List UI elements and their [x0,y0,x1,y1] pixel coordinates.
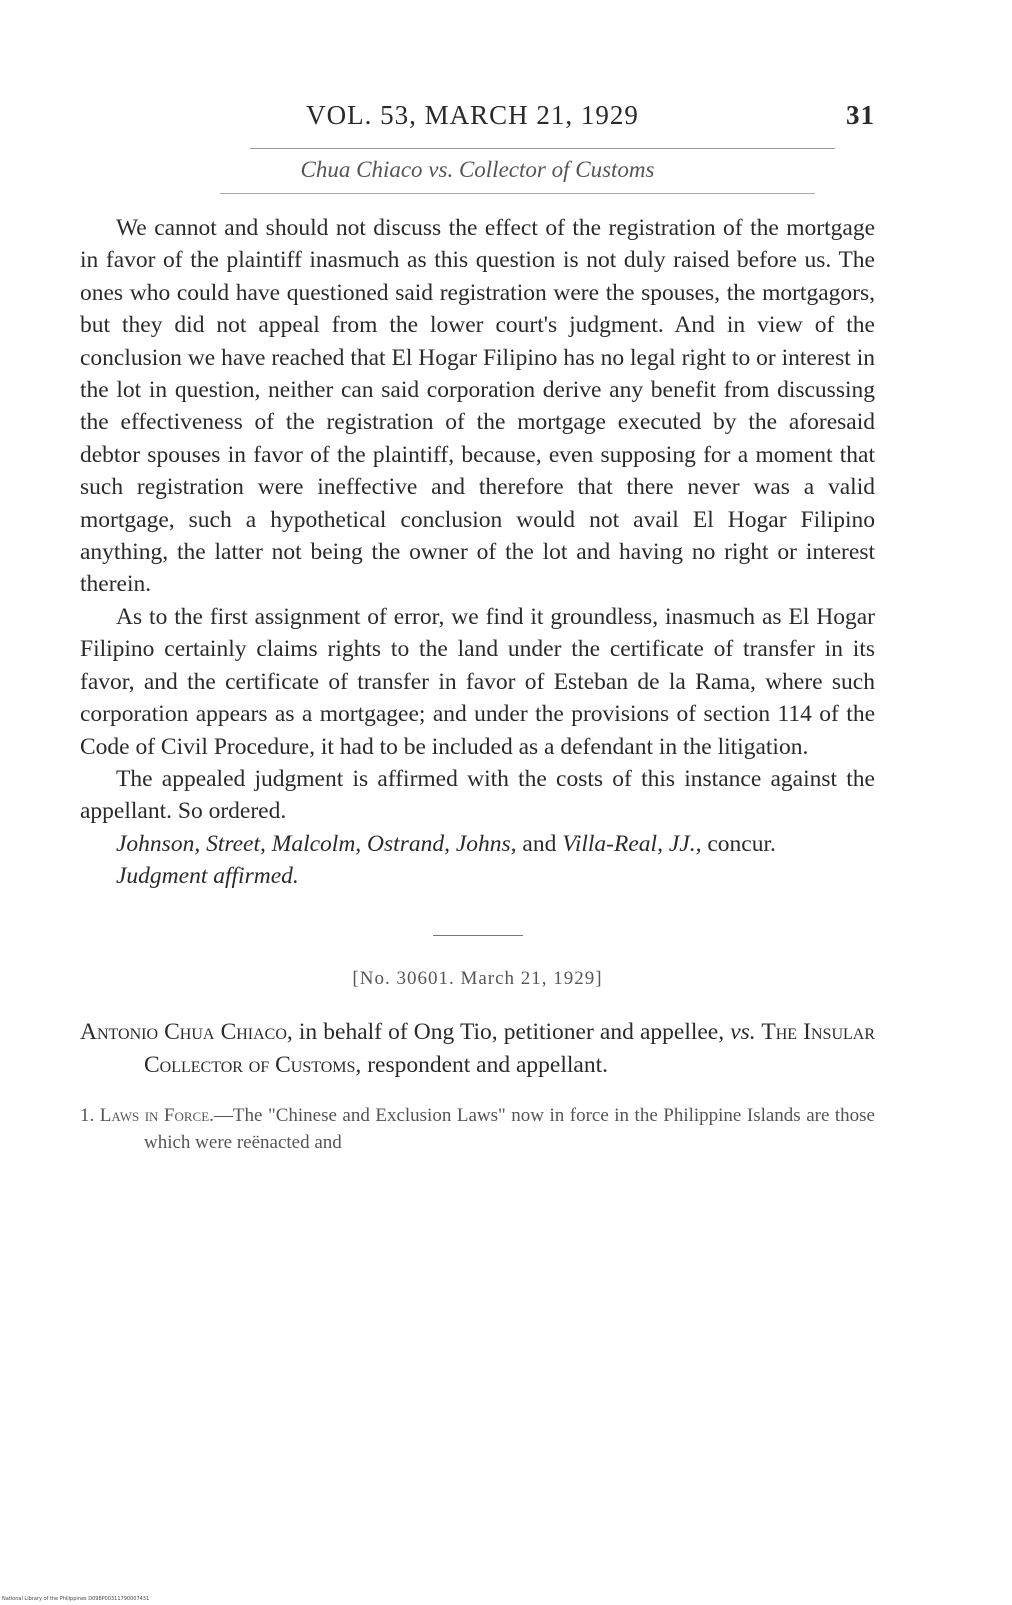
case-parties [80,1016,875,1082]
syllabus-text: —The "Chinese and Exclusion Laws" now in force in the Philippine Islands are those which were reënacted and [144,1104,875,1153]
petitioner-name: Antonio Chua Chiaco, [80,1018,293,1045]
syllabus-number: 1. [80,1104,100,1126]
justices-abbrev: JJ., [668,830,702,857]
body-paragraph-2: As to the first assignment of error, we find it groundless, inasmuch as El Hogar Filipino certainly claims rights to the land under the certificate of transfer in its favor, and the certificate of transfer in favor of Esteban de la Rama, where such corporation appears as a mortgagee; and under the provisions of section 114 of the Code of Civil Procedure, it had to be included as a defendant in the litigation. [80,603,875,760]
body-paragraph-3: The appealed judgment is affirmed with the costs of this instance against the appellant. So ordered. [80,765,875,825]
subtitle-rule [220,193,815,194]
body-paragraph-1: We cannot and should not discuss the effect of the registration of the mortgage in favor of the plaintiff inasmuch as this question is not duly raised before us. The ones who could have questioned said registration were the spouses, the mortgagors, but they did not appeal from the lower court's judgment. And in view of the conclusion we have reached that El Hogar Filipino has no legal right to or interest in the lot in question, neither can said corporation derive any benefit from discussing the effectiveness of the registration of the mortgage executed by the aforesaid debtor spouses in favor of the plaintiff, because, even supposing for a moment that such registration were ineffective and therefore that there never was a valid mortgage, such a hypothetical conclusion would not avail El Hogar Filipino anything, the latter not being the owner of the lot and having no right or interest therein. [80,215,875,598]
running-head [80,100,875,144]
concurring-justices: Johnson, Street, Malcolm, Ostrand, Johns, [116,830,517,857]
volume-title: VOL. 53, MARCH 21, 1929 [306,100,639,130]
syllabus-heading: Laws in Force. [99,1104,214,1126]
case-subtitle: Chua Chiaco vs. Collector of Customs [300,157,655,182]
scan-footer: National Library of the Philippines D098P00311790007431 [2,1596,150,1602]
petitioner-description: in behalf of Ong Tio, petitioner and appellee, [292,1018,731,1045]
concur-word: concur. [701,830,776,857]
page-number: 31 [846,100,875,130]
section-divider [433,935,523,936]
respondent-name: The Insular Collector of Customs, [144,1018,876,1078]
syllabus-item-1 [80,1102,875,1156]
case-number: [No. 30601. March 21, 1929] [352,967,603,989]
concur-and: and [516,830,563,857]
judgment-line: Judgment affirmed. [116,863,299,890]
concurring-justice-last: Villa-Real, [562,830,663,857]
concurrence [80,828,875,860]
header-rule [250,148,835,149]
respondent-description: respondent and appellant. [361,1051,608,1078]
versus: vs. [730,1018,756,1045]
document-page [80,100,875,1156]
